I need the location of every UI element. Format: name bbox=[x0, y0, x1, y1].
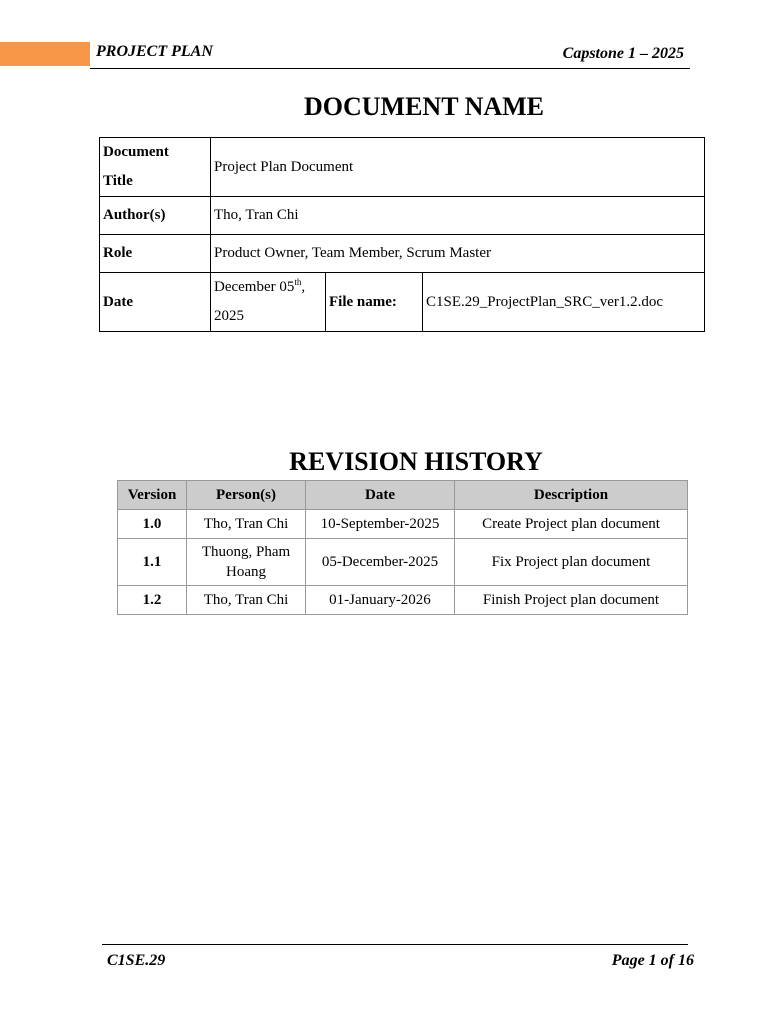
version-cell: 1.2 bbox=[118, 586, 187, 615]
table-row bbox=[100, 197, 705, 235]
date-value-comma: , bbox=[301, 279, 306, 295]
footer-divider bbox=[102, 944, 688, 945]
date-value-suffix: th bbox=[294, 277, 302, 287]
description-cell: Fix Project plan document bbox=[455, 539, 688, 586]
revision-history-heading: REVISION HISTORY bbox=[289, 447, 543, 476]
document-title-value: Project Plan Document bbox=[211, 138, 705, 197]
file-name-value: C1SE.29_ProjectPlan_SRC_ver1.2.doc bbox=[423, 273, 705, 332]
author-value: Tho, Tran Chi bbox=[211, 197, 705, 235]
role-label: Role bbox=[100, 235, 211, 273]
person-cell: Tho, Tran Chi bbox=[187, 510, 306, 539]
file-name-label: File name: bbox=[326, 273, 423, 332]
footer-project-code: C1SE.29 bbox=[107, 952, 166, 969]
role-value: Product Owner, Team Member, Scrum Master bbox=[211, 235, 705, 273]
column-header-date: Date bbox=[306, 481, 455, 510]
version-cell: 1.1 bbox=[118, 539, 187, 586]
header-accent-bar bbox=[0, 42, 90, 66]
date-cell: 01-January-2026 bbox=[306, 586, 455, 615]
person-cell: Tho, Tran Chi bbox=[187, 586, 306, 615]
date-value-main: December 05 bbox=[214, 279, 295, 295]
document-title-label-line1: Document bbox=[103, 144, 169, 160]
description-cell: Create Project plan document bbox=[455, 510, 688, 539]
document-name-heading: DOCUMENT NAME bbox=[303, 92, 545, 121]
revision-history-table bbox=[117, 480, 688, 615]
date-value bbox=[211, 273, 326, 332]
footer-page-number: Page 1 of 16 bbox=[611, 952, 694, 969]
header-course-label: Capstone 1 – 2025 bbox=[562, 45, 684, 62]
document-info-table bbox=[99, 137, 705, 332]
date-label: Date bbox=[100, 273, 211, 332]
date-cell: 10-September-2025 bbox=[306, 510, 455, 539]
document-title-label bbox=[100, 138, 211, 197]
column-header-persons: Person(s) bbox=[187, 481, 306, 510]
header-section-title: PROJECT PLAN bbox=[96, 43, 213, 60]
date-value-year: 2025 bbox=[214, 308, 244, 324]
person-cell: Thuong, Pham Hoang bbox=[187, 539, 306, 586]
table-header-row bbox=[118, 481, 688, 510]
document-title-label-line2: Title bbox=[103, 173, 133, 189]
table-row bbox=[100, 138, 705, 197]
author-label: Author(s) bbox=[100, 197, 211, 235]
date-value-line1 bbox=[214, 273, 322, 302]
table-row bbox=[100, 235, 705, 273]
column-header-version: Version bbox=[118, 481, 187, 510]
table-row bbox=[118, 510, 688, 539]
date-cell: 05-December-2025 bbox=[306, 539, 455, 586]
table-row bbox=[118, 539, 688, 586]
table-row bbox=[118, 586, 688, 615]
description-cell: Finish Project plan document bbox=[455, 586, 688, 615]
header-divider bbox=[90, 68, 690, 69]
column-header-description: Description bbox=[455, 481, 688, 510]
table-row bbox=[100, 273, 705, 332]
version-cell: 1.0 bbox=[118, 510, 187, 539]
